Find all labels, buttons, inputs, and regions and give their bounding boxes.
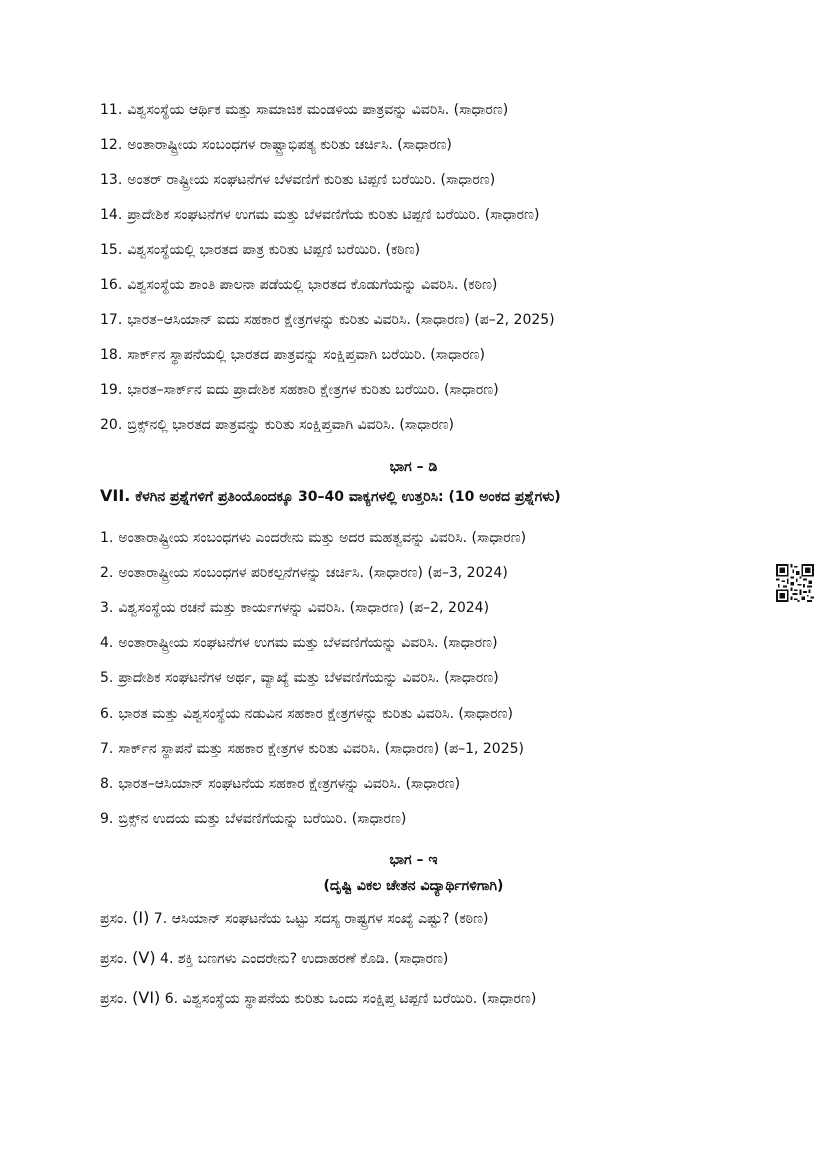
part-d-question (100, 634, 760, 652)
question-text: 6. ವಿಶ್ವಸಂಸ್ಥೆಯ ಸ್ಥಾಪನೆಯ ಕುರಿತು ಒಂದು ಸಂಕ್ಷಿಪ್ತ ಟಿಪ್ಪಣಿ ಬರೆಯಿರಿ. (ಸಾಧಾರಣ) (164, 991, 537, 1007)
question-number: 15. (100, 242, 123, 258)
question-16 (100, 276, 760, 294)
question-text: ಸಾರ್ಕ್‌ನ ಸ್ಥಾಪನೆ ಮತ್ತು ಸಹಕಾರ ಕ್ಷೇತ್ರಗಳ ಕುರಿತು ವಿವರಿಸಿ. (ಸಾಧಾರಣ) (ಪ–1, 2025) (118, 741, 524, 757)
part-e-subtitle: (ದೃಷ್ಟಿ ವಿಕಲ ಚೇತನ ವಿದ್ಯಾರ್ಥಿಗಳಿಗಾಗಿ) (323, 878, 504, 894)
question-number: 20. (100, 417, 123, 433)
question-text: ಪ್ರಾದೇಶಿಕ ಸಂಘಟನೆಗಳ ಉಗಮ ಮತ್ತು ಬೆಳವಣಿಗೆಯ ಕುರಿತು ಟಿಪ್ಪಣಿ ಬರೆಯಿರಿ. (ಸಾಧಾರಣ) (127, 207, 540, 223)
part-d-instruction: ಕೆಳಗಿನ ಪ್ರಶ್ನೆಗಳಿಗೆ ಪ್ರತಿಂಯೊಂದಕ್ಕೂ 30–40 ವಾಕ್ಯಗಳಲ್ಲಿ ಉತ್ತರಿಸಿ: (10 ಅಂಕದ ಪ್ರಶ್ನೆಗಳು) (135, 489, 561, 505)
question-number: 7. (100, 741, 114, 757)
question-number: 6. (100, 706, 114, 722)
question-number: 4. (100, 635, 114, 651)
question-number: 11. (100, 102, 123, 118)
part-d-question (100, 810, 760, 828)
question-prefix: ಪ್ರಸಂ. (100, 951, 128, 967)
part-d-instruction-row (100, 487, 760, 506)
question-text: 7. ಆಸಿಯಾನ್ ಸಂಘಟನೆಯ ಒಟ್ಟು ಸದಸ್ಯ ರಾಷ್ಟ್ರಗಳ ಸಂಖ್ಯೆ ಎಷ್ಟು? (ಕಠಿಣ) (153, 911, 489, 927)
part-d-question (100, 705, 760, 723)
question-number: 3. (100, 600, 114, 616)
part-d-roman: VII. (100, 486, 131, 505)
qr-code-icon (776, 564, 814, 602)
question-text: 4. ಶಕ್ತಿ ಬಣಗಳು ಎಂದರೇನು? ಉದಾಹರಣೆ ಕೊಡಿ. (ಸಾಧಾರಣ) (160, 951, 449, 967)
question-roman: (V) (132, 948, 156, 967)
question-11 (100, 101, 760, 119)
question-number: 12. (100, 137, 123, 153)
part-d-title: ಭಾಗ – ಡಿ (389, 459, 438, 475)
question-number: 5. (100, 670, 114, 686)
question-text: ವಿಶ್ವಸಂಸ್ಥೆಯ ರಚನೆ ಮತ್ತು ಕಾರ್ಯಗಳನ್ನು ವಿವರಿಸಿ. (ಸಾಧಾರಣ) (ಪ–2, 2024) (118, 600, 490, 616)
question-number: 13. (100, 172, 123, 188)
question-18 (100, 346, 760, 364)
part-d-question (100, 669, 760, 687)
question-number: 19. (100, 382, 123, 398)
question-text: ಸಾರ್ಕ್‌ನ ಸ್ಥಾಪನೆಯಲ್ಲಿ ಭಾರತದ ಪಾತ್ರವನ್ನು ಸಂಕ್ಷಿಪ್ತವಾಗಿ ಬರೆಯಿರಿ. (ಸಾಧಾರಣ) (127, 347, 485, 363)
question-text: ಅಂತಾರಾಷ್ಟ್ರೀಯ ಸಂಘಟನೆಗಳ ಉಗಮ ಮತ್ತು ಬೆಳವಣಿಗೆಯನ್ನು ವಿವರಿಸಿ. (ಸಾಧಾರಣ) (118, 635, 498, 651)
question-number: 16. (100, 277, 123, 293)
question-text: ಭಾರತ–ಸಾರ್ಕ್‌ನ ಐದು ಪ್ರಾದೇಶಿಕ ಸಹಕಾರಿ ಕ್ಷೇತ್ರಗಳ ಕುರಿತು ಬರೆಯಿರಿ. (ಸಾಧಾರಣ) (127, 382, 499, 398)
question-text: ವಿಶ್ವಸಂಸ್ಥೆಯ ಶಾಂತಿ ಪಾಲನಾ ಪಡೆಯಲ್ಲಿ ಭಾರತದ ಕೊಡುಗೆಯನ್ನು ವಿವರಿಸಿ. (ಕಠಿಣ) (127, 277, 498, 293)
question-number: 2. (100, 565, 114, 581)
question-roman: (I) (132, 908, 150, 927)
question-roman: (VI) (132, 988, 161, 1007)
question-number: 17. (100, 312, 123, 328)
part-e-title: ಭಾಗ – ಇ (389, 852, 438, 868)
part-e-question (100, 949, 760, 968)
question-17 (100, 311, 760, 329)
part-d-question (100, 740, 760, 758)
question-text: ಭಾರತ–ಆಸಿಯಾನ್ ಐದು ಸಹಕಾರ ಕ್ಷೇತ್ರಗಳನ್ನು ಕುರಿತು ವಿವರಿಸಿ. (ಸಾಧಾರಣ) (ಪ–2, 2025) (127, 312, 555, 328)
question-19 (100, 381, 760, 399)
question-text: ಅಂತರ್ ರಾಷ್ಟ್ರೀಯ ಸಂಘಟನೆಗಳ ಬೆಳವಣಿಗೆ ಕುರಿತು ಟಿಪ್ಪಣಿ ಬರೆಯಿರಿ. (ಸಾಧಾರಣ) (127, 172, 496, 188)
question-15 (100, 241, 760, 259)
part-d-question (100, 775, 760, 793)
question-14 (100, 206, 760, 224)
question-12 (100, 136, 760, 154)
question-text: ವಿಶ್ವಸಂಸ್ಥೆಯ ಆರ್ಥಿಕ ಮತ್ತು ಸಾಮಾಜಿಕ ಮಂಡಳಿಯ ಪಾತ್ರವನ್ನು ವಿವರಿಸಿ. (ಸಾಧಾರಣ) (127, 102, 509, 118)
question-number: 9. (100, 811, 114, 827)
question-text: ವಿಶ್ವಸಂಸ್ಥೆಯಲ್ಲಿ ಭಾರತದ ಪಾತ್ರ ಕುರಿತು ಟಿಪ್ಪಣಿ ಬರೆಯಿರಿ. (ಕಠಿಣ) (127, 242, 421, 258)
question-text: ಬ್ರಿಕ್ಸ್‌ನ ಉದಯ ಮತ್ತು ಬೆಳವಣಿಗೆಯನ್ನು ಬರೆಯಿರಿ. (ಸಾಧಾರಣ) (118, 811, 407, 827)
question-prefix: ಪ್ರಸಂ. (100, 911, 128, 927)
question-text: ಭಾರತ–ಆಸಿಯಾನ್ ಸಂಘಟನೆಯ ಸಹಕಾರ ಕ್ಷೇತ್ರಗಳನ್ನು ವಿವರಿಸಿ. (ಸಾಧಾರಣ) (118, 776, 461, 792)
question-text: ಪ್ರಾದೇಶಿಕ ಸಂಘಟನೆಗಳ ಅರ್ಥ, ವ್ಯಾಖ್ಯೆ ಮತ್ತು ಬೆಳವಣಿಗೆಯನ್ನು ವಿವರಿಸಿ. (ಸಾಧಾರಣ) (118, 670, 499, 686)
question-text: ಭಾರತ ಮತ್ತು ವಿಶ್ವಸಂಸ್ಥೆಯ ನಡುವಿನ ಸಹಕಾರ ಕ್ಷೇತ್ರಗಳನ್ನು ಕುರಿತು ವಿವರಿಸಿ. (ಸಾಧಾರಣ) (118, 706, 513, 722)
part-e-question (100, 989, 760, 1008)
question-13 (100, 171, 760, 189)
question-text: ಬ್ರಿಕ್ಸ್‌ನಲ್ಲಿ ಭಾರತದ ಪಾತ್ರವನ್ನು ಕುರಿತು ಸಂಕ್ಷಿಪ್ತವಾಗಿ ವಿವರಿಸಿ. (ಸಾಧಾರಣ) (127, 417, 454, 433)
question-text: ಅಂತಾರಾಷ್ಟ್ರೀಯ ಸಂಬಂಧಗಳ ಪರಿಕಲ್ಪನೆಗಳನ್ನು ಚರ್ಚಿಸಿ. (ಸಾಧಾರಣ) (ಪ–3, 2024) (118, 565, 508, 581)
part-d-question (100, 599, 760, 617)
part-d-question (100, 529, 760, 547)
question-20 (100, 416, 760, 434)
part-e-question (100, 909, 760, 928)
question-text: ಅಂತಾರಾಷ್ಟ್ರೀಯ ಸಂಬಂಧಗಳ ರಾಷ್ಟ್ರಾಭಿಪತ್ಯ ಕುರಿತು ಚರ್ಚಿಸಿ. (ಸಾಧಾರಣ) (127, 137, 452, 153)
part-d-question (100, 564, 760, 582)
question-text: ಅಂತಾರಾಷ್ಟ್ರೀಯ ಸಂಬಂಧಗಳು ಎಂದರೇನು ಮತ್ತು ಅದರ ಮಹತ್ವವನ್ನು ವಿವರಿಸಿ. (ಸಾಧಾರಣ) (118, 530, 527, 546)
question-number: 8. (100, 776, 114, 792)
question-number: 1. (100, 530, 114, 546)
question-number: 18. (100, 347, 123, 363)
question-number: 14. (100, 207, 123, 223)
question-prefix: ಪ್ರಸಂ. (100, 991, 128, 1007)
